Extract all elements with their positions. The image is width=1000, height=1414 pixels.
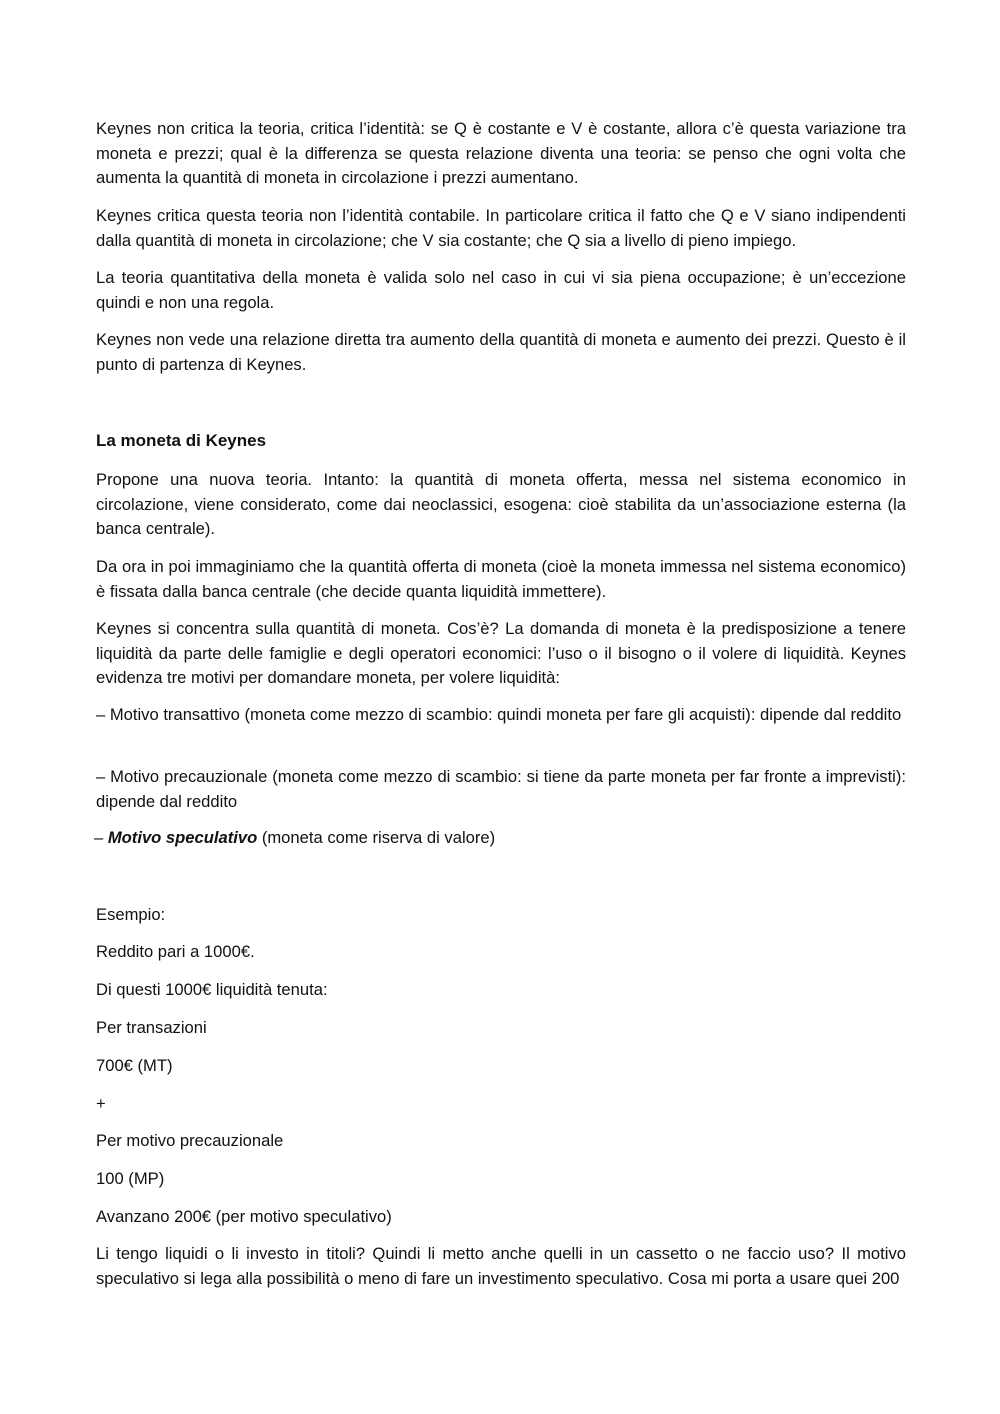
motive-precautionary: – Motivo precauzionale (moneta come mezzo di scambio: si tiene da parte moneta per far fronte a imprevisti): dipende dal reddito bbox=[96, 767, 906, 811]
example-plus-sign: + bbox=[96, 1094, 106, 1113]
example-precautionary-amount: 100 (MP) bbox=[96, 1169, 165, 1188]
motive-speculative bbox=[94, 826, 904, 851]
paragraph-theory-critique: Keynes critica questa teoria non l’identità contabile. In particolare critica il fatto che Q e V siano indipendenti dalla quantità di moneta in circolazione; che V sia costante; che Q sia a livello di pieno impiego. bbox=[96, 206, 906, 250]
example-transactions-label: Per transazioni bbox=[96, 1018, 207, 1037]
paragraph-speculative-question: Li tengo liquidi o li investo in titoli? Quindi li metto anche quelli in un cassetto o ne faccio uso? Il motivo speculativo si lega alla possibilità o meno di fare un investimento speculativo. Cosa mi porta a usare quei 200 bbox=[96, 1244, 906, 1288]
example-income: Reddito pari a 1000€. bbox=[96, 942, 255, 961]
example-precautionary-label: Per motivo precauzionale bbox=[96, 1131, 284, 1150]
motive-transactional: – Motivo transattivo (moneta come mezzo di scambio: quindi moneta per fare gli acquisti): dipende dal reddito bbox=[96, 705, 902, 724]
motive-speculative-dash: – bbox=[94, 828, 108, 847]
example-transactions-amount: 700€ (MT) bbox=[96, 1056, 173, 1075]
paragraph-money-supply: Da ora in poi immaginiamo che la quantità offerta di moneta (cioè la moneta immessa nel sistema economico) è fissata dalla banca centrale (che decide quanta liquidità immettere). bbox=[96, 557, 906, 601]
example-remaining-speculative: Avanzano 200€ (per motivo speculativo) bbox=[96, 1207, 392, 1226]
section-heading: La moneta di Keynes bbox=[96, 431, 267, 450]
motive-speculative-description: (moneta come riserva di valore) bbox=[257, 828, 496, 847]
paragraph-new-theory: Propone una nuova teoria. Intanto: la quantità di moneta offerta, messa nel sistema economico in circolazione, viene considerato, come dai neoclassici, esogena: cioè stabilita da un’associazione esterna (la banca centrale). bbox=[96, 470, 906, 538]
example-liquidity-held: Di questi 1000€ liquidità tenuta: bbox=[96, 980, 328, 999]
paragraph-quantity-theory: La teoria quantitativa della moneta è valida solo nel caso in cui vi sia piena occupazione; è un’eccezione quindi e non una regola. bbox=[96, 268, 906, 312]
paragraph-starting-point: Keynes non vede una relazione diretta tra aumento della quantità di moneta e aumento dei prezzi. Questo è il punto di partenza di Keynes. bbox=[96, 330, 906, 374]
paragraph-identity-critique: Keynes non critica la teoria, critica l’identità: se Q è costante e V è costante, allora c’è questa variazione tra moneta e prezzi; qual è la differenza se questa relazione diventa una teoria: se penso che ogni volta che aumenta la quantità di moneta in circolazione i prezzi aumentano. bbox=[96, 119, 906, 187]
motive-speculative-title: Motivo speculativo bbox=[107, 828, 258, 847]
paragraph-money-demand: Keynes si concentra sulla quantità di moneta. Cos’è? La domanda di moneta è la predisposizione a tenere liquidità da parte delle famiglie e degli operatori economici: l’uso o il bisogno o il volere di liquidità. Keynes evidenza tre motivi per domandare moneta, per volere liquidità: bbox=[96, 619, 906, 687]
example-label: Esempio: bbox=[96, 905, 166, 924]
